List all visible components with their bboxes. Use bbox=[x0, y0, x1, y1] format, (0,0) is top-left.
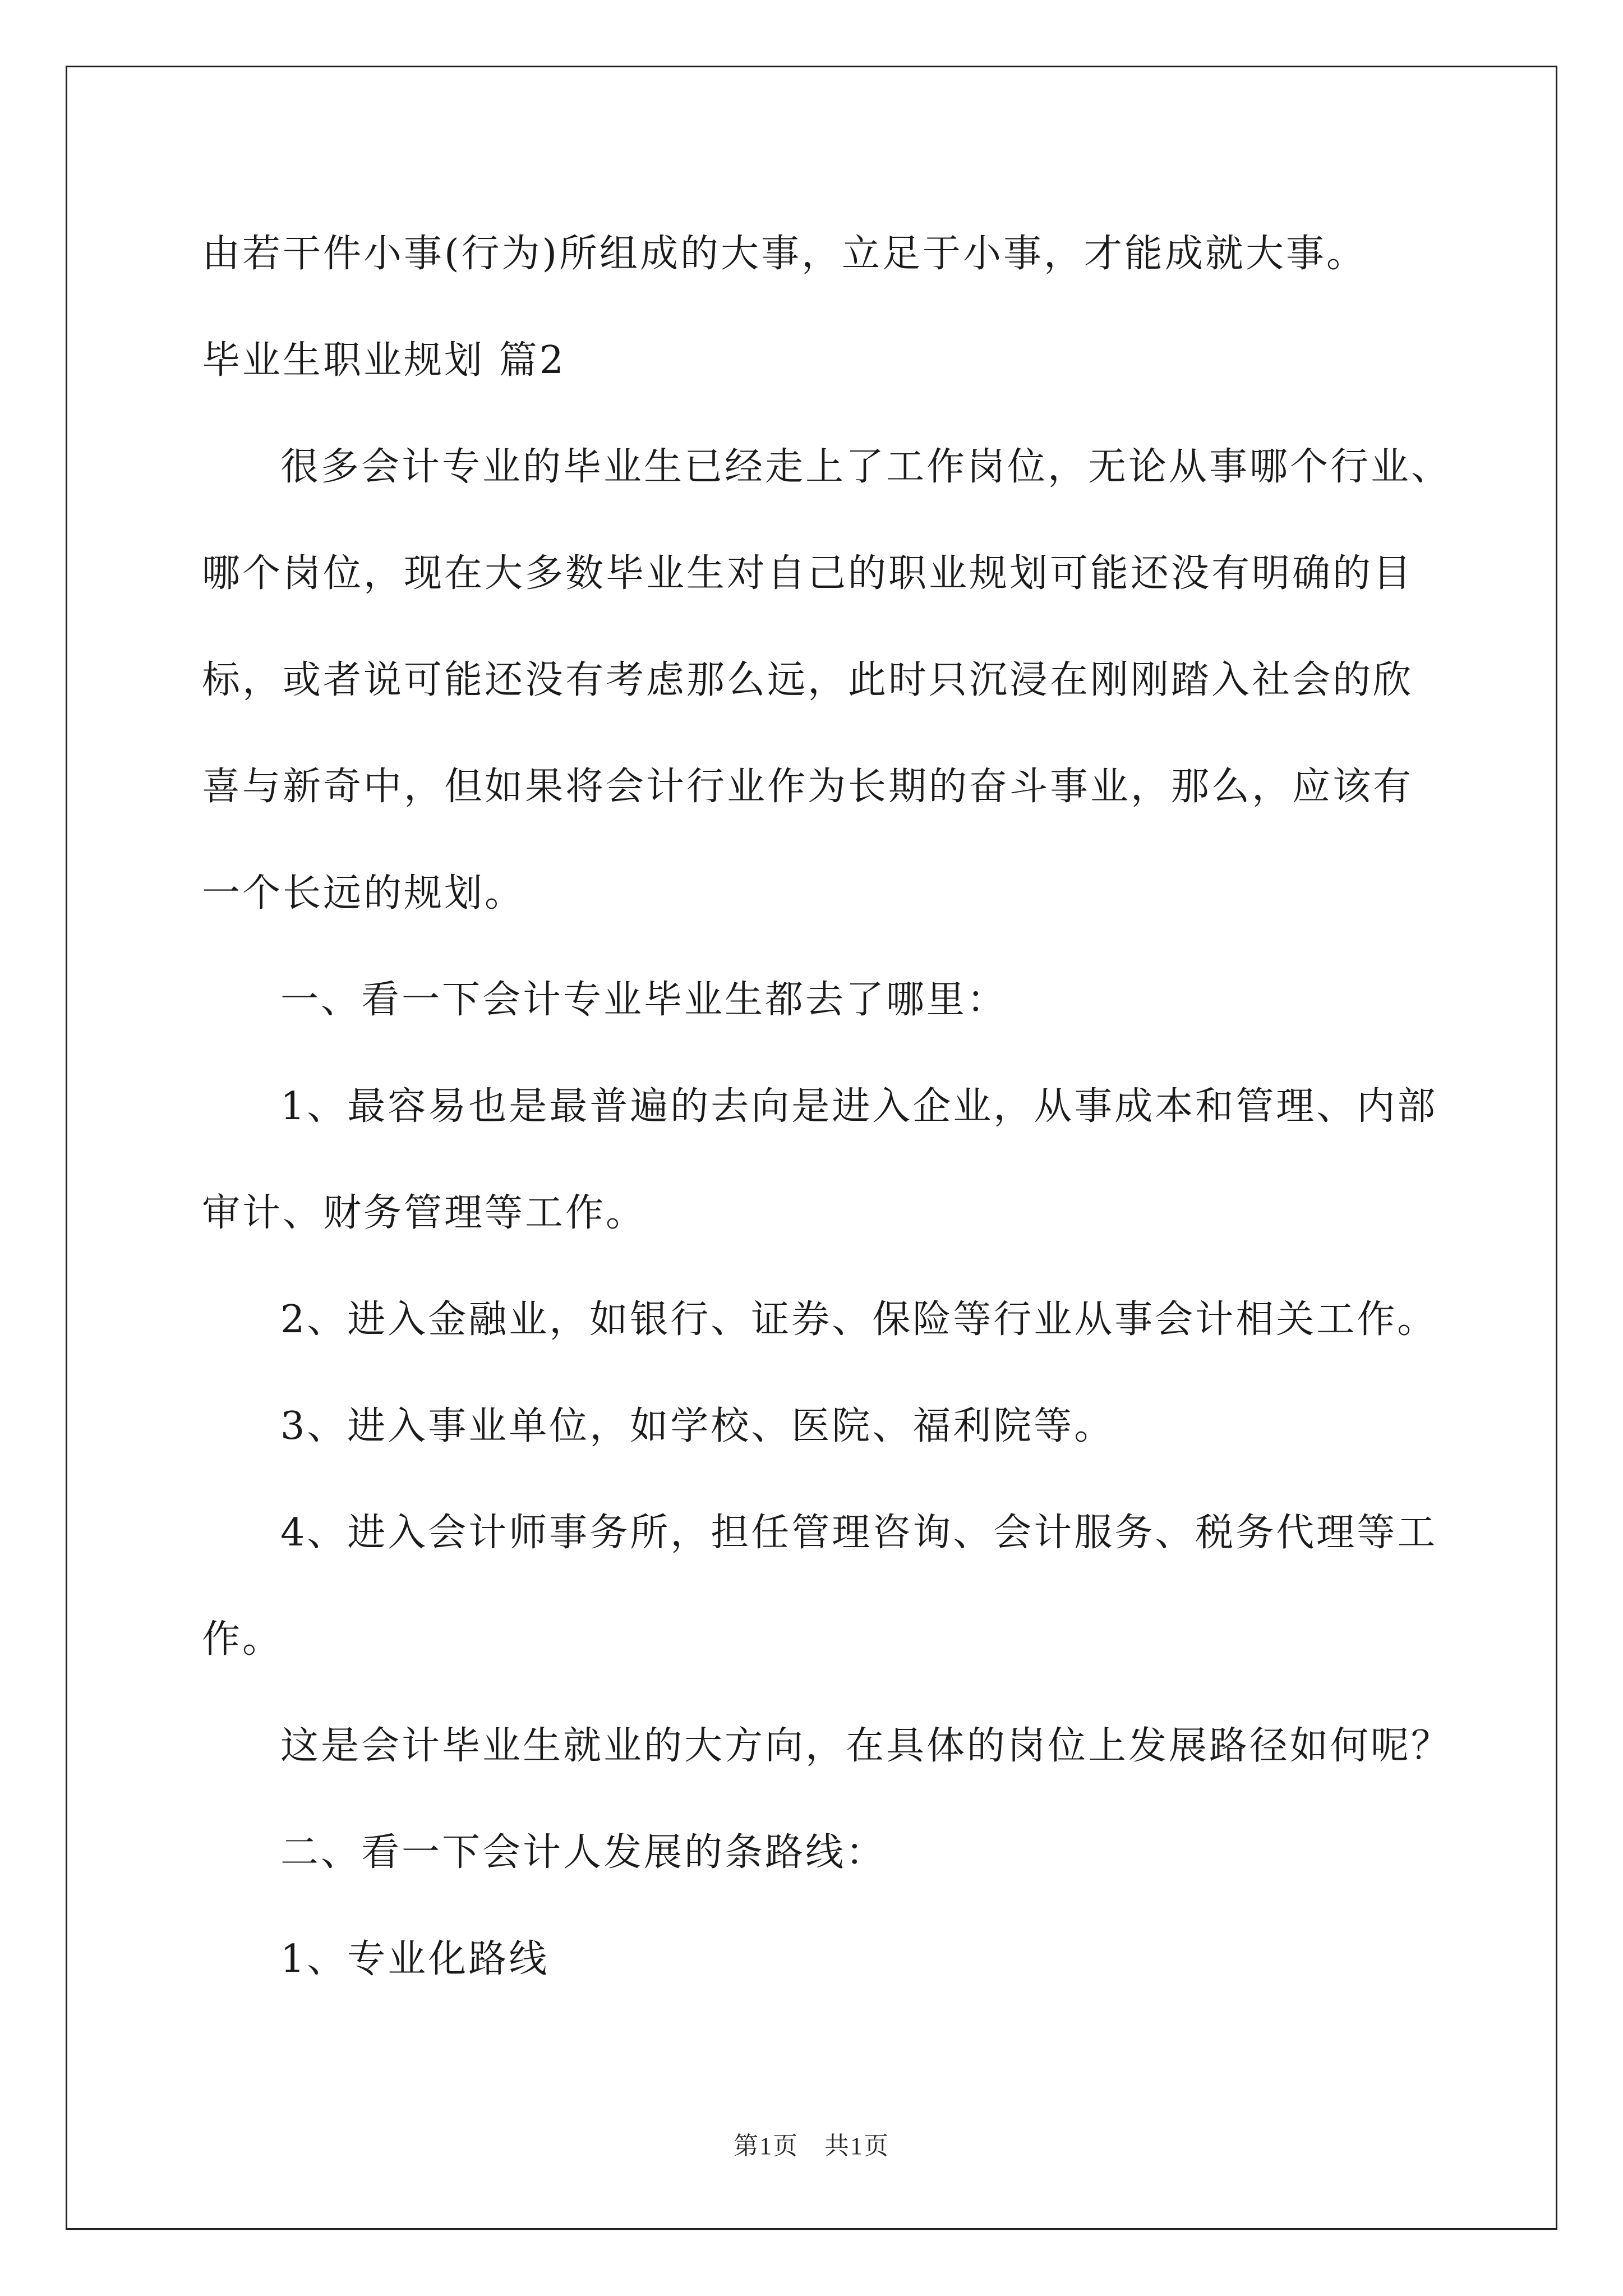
paragraph-line: 二、看一下会计人发展的条路线： bbox=[280, 1830, 887, 1875]
paragraph-line: 一、看一下会计专业毕业生都去了哪里： bbox=[280, 978, 1008, 1022]
paragraph-line: 3、进入事业单位，如学校、医院、福利院等。 bbox=[280, 1404, 1115, 1448]
paragraph-line: 4、进入会计师事务所，担任管理咨询、会计服务、税务代理等工 bbox=[280, 1511, 1438, 1555]
paragraph-line: 很多会计专业的毕业生已经走上了工作岗位，无论从事哪个行业、 bbox=[280, 445, 1452, 489]
paragraph-line: 审计、财务管理等工作。 bbox=[202, 1191, 647, 1235]
paragraph-line: 1、最容易也是最普遍的去向是进入企业，从事成本和管理、内部 bbox=[280, 1084, 1438, 1129]
section-heading: 毕业生职业规划 篇2 bbox=[202, 338, 566, 383]
paragraph-line: 由若干件小事(行为)所组成的大事，立足于小事，才能成就大事。 bbox=[202, 232, 1367, 276]
paragraph-line: 标，或者说可能还没有考虑那么远，此时只沉浸在刚刚踏入社会的欣 bbox=[202, 658, 1414, 702]
paragraph-line: 作。 bbox=[202, 1617, 283, 1662]
paragraph-line: 1、专业化路线 bbox=[280, 1937, 550, 1981]
paragraph-line: 2、进入金融业，如银行、证券、保险等行业从事会计相关工作。 bbox=[280, 1297, 1438, 1342]
paragraph-line: 这是会计毕业生就业的大方向，在具体的岗位上发展路径如何呢？ bbox=[280, 1724, 1452, 1768]
page-border bbox=[66, 66, 1557, 2230]
paragraph-line: 哪个岗位，现在大多数毕业生对自己的职业规划可能还没有明确的目 bbox=[202, 551, 1414, 596]
page-number-footer: 第1页 共1页 bbox=[734, 2132, 889, 2160]
paragraph-line: 一个长远的规划。 bbox=[202, 871, 525, 915]
paragraph-line: 喜与新奇中，但如果将会计行业作为长期的奋斗事业，那么，应该有 bbox=[202, 765, 1414, 809]
